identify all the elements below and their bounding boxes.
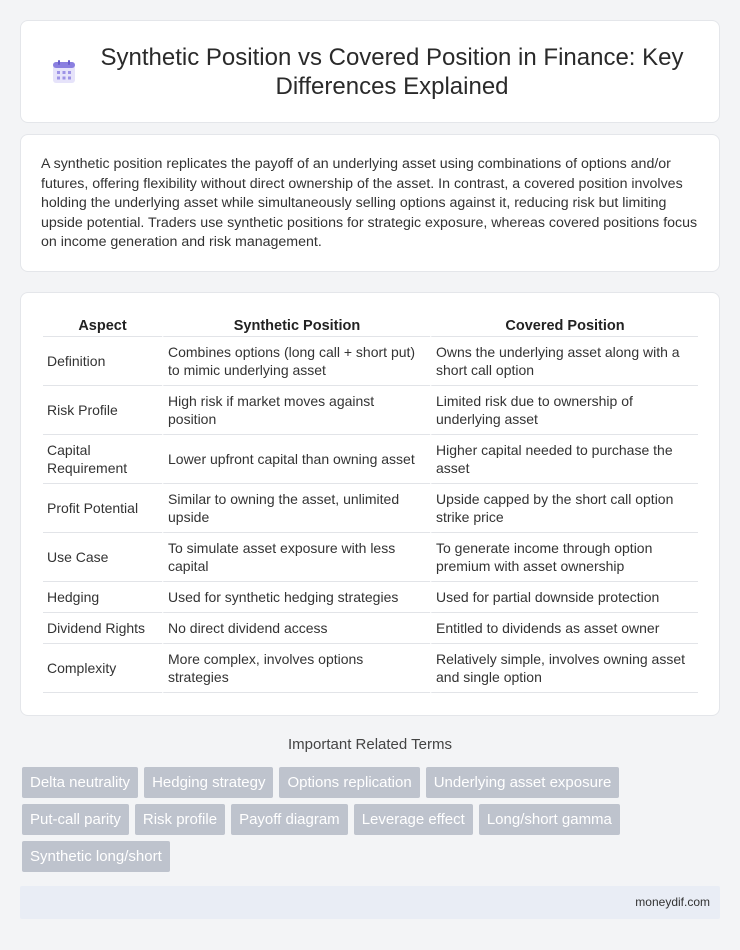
table-row [43,644,698,693]
table-row [43,613,698,644]
synthetic-cell: No direct dividend access [162,613,430,644]
synthetic-cell: Combines options (long call + short put) to mimic underlying asset [162,337,430,386]
term-tag[interactable]: Delta neutrality [22,767,138,798]
aspect-cell: Hedging [43,582,162,613]
term-tag[interactable]: Put-call parity [22,804,129,835]
table-row [43,582,698,613]
page-title: Synthetic Position vs Covered Position in Finance: Key Differences Explained [100,43,684,100]
aspect-cell: Profit Potential [43,484,162,533]
header-card [20,20,720,123]
related-terms-list [22,767,722,878]
header-covered: Covered Position [430,315,698,337]
covered-cell: Owns the underlying asset along with a short call option [430,337,698,386]
covered-cell: Limited risk due to ownership of underlying asset [430,386,698,435]
synthetic-cell: More complex, involves options strategies [162,644,430,693]
aspect-cell: Complexity [43,644,162,693]
covered-cell: Relatively simple, involves owning asset and single option [430,644,698,693]
synthetic-cell: High risk if market moves against position [162,386,430,435]
covered-cell: Higher capital needed to purchase the asset [430,435,698,484]
covered-cell: To generate income through option premium with asset ownership [430,533,698,582]
synthetic-cell: To simulate asset exposure with less capital [162,533,430,582]
footer-bar [20,886,720,919]
covered-cell: Used for partial downside protection [430,582,698,613]
header-aspect: Aspect [43,315,162,337]
comparison-table [43,315,698,693]
header-synthetic: Synthetic Position [162,315,430,337]
calendar-grid-icon [51,59,77,85]
aspect-cell: Dividend Rights [43,613,162,644]
table-row [43,533,698,582]
aspect-cell: Definition [43,337,162,386]
term-tag[interactable]: Leverage effect [354,804,473,835]
synthetic-cell: Similar to owning the asset, unlimited upside [162,484,430,533]
table-row [43,337,698,386]
term-tag[interactable]: Payoff diagram [231,804,348,835]
covered-cell: Upside capped by the short call option strike price [430,484,698,533]
aspect-cell: Risk Profile [43,386,162,435]
synthetic-cell: Lower upfront capital than owning asset [162,435,430,484]
related-terms-title: Important Related Terms [288,736,452,753]
table-header-row [43,315,698,337]
footer-site-link[interactable]: moneydif.com [635,895,710,909]
table-row [43,386,698,435]
aspect-cell: Use Case [43,533,162,582]
aspect-cell: Capital Requirement [43,435,162,484]
intro-paragraph: A synthetic position replicates the payoff of an underlying asset using combinations of options and/or futures, offering flexibility without direct ownership of the asset. In contrast, a covered position involves holding the underlying asset while simultaneously selling options against it, reducing risk but limiting upside potential. Traders use synthetic positions for strategic exposure, whereas covered positions focus on income generation and risk management. [41,156,698,250]
term-tag[interactable]: Risk profile [135,804,225,835]
term-tag[interactable]: Hedging strategy [144,767,273,798]
term-tag[interactable]: Options replication [279,767,419,798]
intro-card [20,134,720,272]
table-row [43,484,698,533]
synthetic-cell: Used for synthetic hedging strategies [162,582,430,613]
covered-cell: Entitled to dividends as asset owner [430,613,698,644]
term-tag[interactable]: Underlying asset exposure [426,767,620,798]
comparison-card [20,292,720,716]
term-tag[interactable]: Synthetic long/short [22,841,170,872]
term-tag[interactable]: Long/short gamma [479,804,620,835]
table-row [43,435,698,484]
